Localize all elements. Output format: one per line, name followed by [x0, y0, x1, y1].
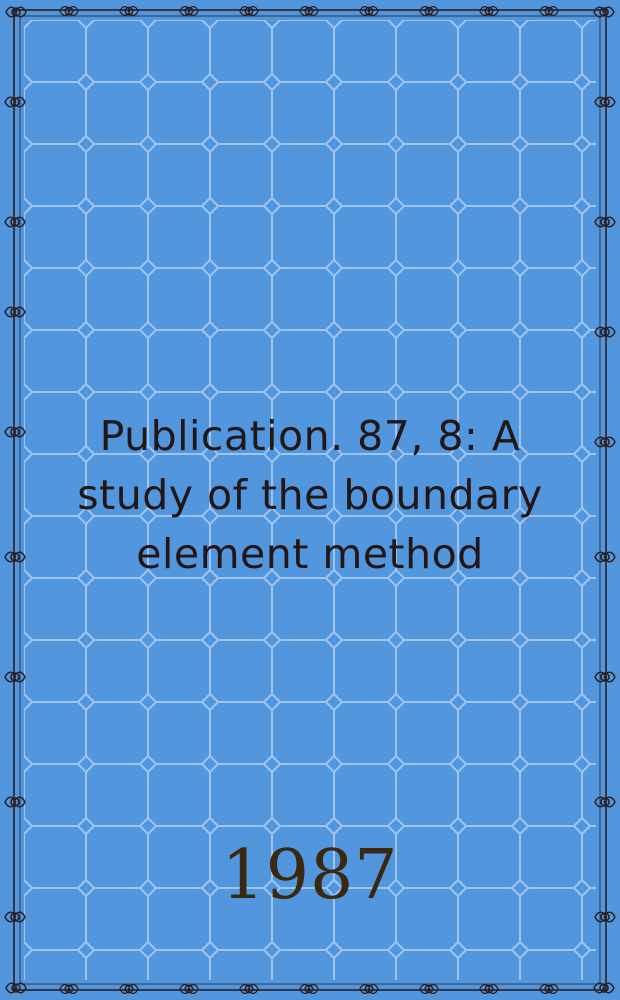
title-line-2: study of the boundary [77, 471, 543, 519]
title-line-1: Publication. 87, 8: A [99, 412, 521, 460]
publication-year: 1987 [221, 836, 399, 915]
cover-title [40, 407, 580, 584]
title-line-3: element method [136, 530, 484, 578]
